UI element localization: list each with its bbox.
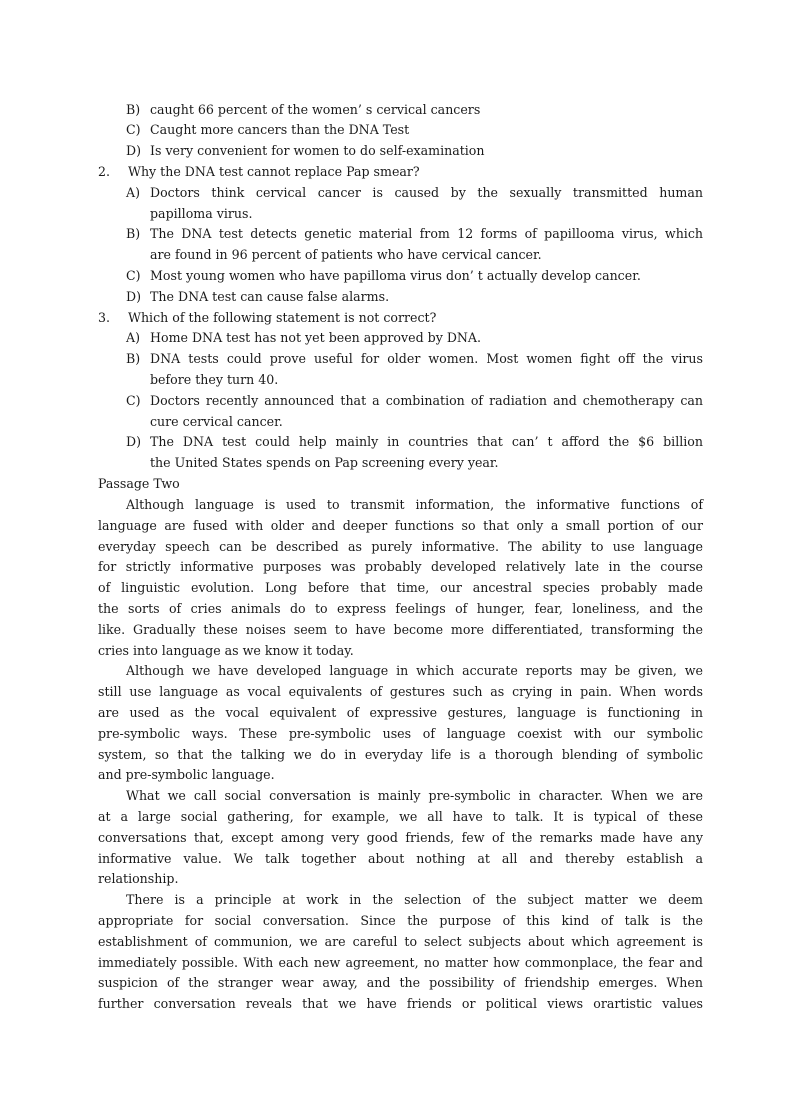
- p1-line: Although language is used to transmit information, the informative functions of: [126, 497, 703, 512]
- q3-option-d-label: D): [126, 434, 142, 449]
- p2-line: Although we have developed language in which accurate reports may be given, we: [126, 663, 703, 678]
- q2-option-d-line1: The DNA test can cause false alarms.: [150, 289, 390, 304]
- p1-line: everyday speech can be described as purely informative. The ability to use language: [98, 539, 703, 554]
- p1-line: of linguistic evolution. Long before that time, our ancestral species probably made: [98, 580, 703, 595]
- q2-option-a-line2: papilloma virus.: [150, 206, 253, 221]
- q3-option-b-line2: before they turn 40.: [150, 372, 279, 387]
- p4-line: appropriate for social conversation. Since the purpose of this kind of talk is the: [98, 913, 703, 928]
- q3-option-a-label: A): [126, 330, 141, 345]
- q2-option-b-label: B): [126, 226, 141, 241]
- q3-option-c-line2: cure cervical cancer.: [150, 414, 283, 429]
- q1-option-b-label: B): [126, 102, 141, 117]
- p4-line: suspicion of the stranger wear away, and the possibility of friendship emerges. When: [98, 975, 703, 990]
- p4-line: There is a principle at work in the selection of the subject matter we deem: [126, 892, 703, 907]
- q3-question-text: Which of the following statement is not correct?: [128, 310, 437, 325]
- q1-option-b-text: caught 66 percent of the women’ s cervical cancers: [150, 102, 481, 117]
- p3-line: informative value. We talk together about nothing at all and thereby establish a: [98, 851, 703, 866]
- p3-line: at a large social gathering, for example, we all have to talk. It is typical of these: [98, 809, 703, 824]
- q3-option-a-line1: Home DNA test has not yet been approved by DNA.: [150, 330, 482, 345]
- p2-line: system, so that the talking we do in everyday life is a thorough blending of symbolic: [98, 747, 703, 762]
- p4-line: immediately possible. With each new agreement, no matter how commonplace, the fear and: [98, 955, 703, 970]
- q1-option-d-text: Is very convenient for women to do self-examination: [150, 143, 485, 158]
- p1-line: language are fused with older and deeper functions so that only a small portion of our: [98, 518, 703, 533]
- q3-option-b-line1: DNA tests could prove useful for older women. Most women fight off the virus: [150, 351, 703, 366]
- q3-option-d-line2: the United States spends on Pap screening every year.: [150, 455, 499, 470]
- p1-line: like. Gradually these noises seem to have become more differentiated, transforming the: [98, 622, 703, 637]
- p2-line-last: and pre-symbolic language.: [98, 767, 275, 782]
- q1-option-c-label: C): [126, 122, 141, 137]
- q2-question-text: Why the DNA test cannot replace Pap smear?: [128, 164, 420, 179]
- q3-option-c-line1: Doctors recently announced that a combination of radiation and chemotherapy can: [150, 393, 703, 408]
- q2-option-a-label: A): [126, 185, 141, 200]
- q1-option-d-label: D): [126, 143, 142, 158]
- p4-line: further conversation reveals that we have friends or political views orartistic values: [98, 996, 703, 1011]
- q3-option-b-label: B): [126, 351, 141, 366]
- q3-option-c-label: C): [126, 393, 141, 408]
- q3-number: 3.: [98, 310, 111, 325]
- q2-number: 2.: [98, 164, 111, 179]
- q1-option-c-text: Caught more cancers than the DNA Test: [150, 122, 410, 137]
- q3-option-d-line1: The DNA test could help mainly in countries that can’ t afford the $6 billion: [150, 434, 703, 449]
- p3-line: conversations that, except among very good friends, few of the remarks made have any: [98, 830, 703, 845]
- p4-line: establishment of communion, we are careful to select subjects about which agreement is: [98, 934, 703, 949]
- passage-two-heading: Passage Two: [98, 476, 180, 491]
- p3-line-last: relationship.: [98, 871, 179, 886]
- p2-line: are used as the vocal equivalent of expressive gestures, language is functioning in: [98, 705, 703, 720]
- p2-line: pre-symbolic ways. These pre-symbolic uses of language coexist with our symbolic: [98, 726, 703, 741]
- p2-line: still use language as vocal equivalents of gestures such as crying in pain. When words: [98, 684, 703, 699]
- q2-option-b-line1: The DNA test detects genetic material from 12 forms of papillooma virus, which: [150, 226, 703, 241]
- p3-line: What we call social conversation is mainly pre-symbolic in character. When we are: [126, 788, 703, 803]
- q2-option-b-line2: are found in 96 percent of patients who have cervical cancer.: [150, 247, 542, 262]
- q2-option-c-label: C): [126, 268, 141, 283]
- p1-line-last: cries into language as we know it today.: [98, 643, 354, 658]
- q2-option-c-line1: Most young women who have papilloma virus don’ t actually develop cancer.: [150, 268, 641, 283]
- p1-line: the sorts of cries animals do to express feelings of hunger, fear, loneliness, and the: [98, 601, 703, 616]
- p1-line: for strictly informative purposes was probably developed relatively late in the course: [98, 559, 703, 574]
- q2-option-a-line1: Doctors think cervical cancer is caused by the sexually transmitted human: [150, 185, 703, 200]
- q2-option-d-label: D): [126, 289, 142, 304]
